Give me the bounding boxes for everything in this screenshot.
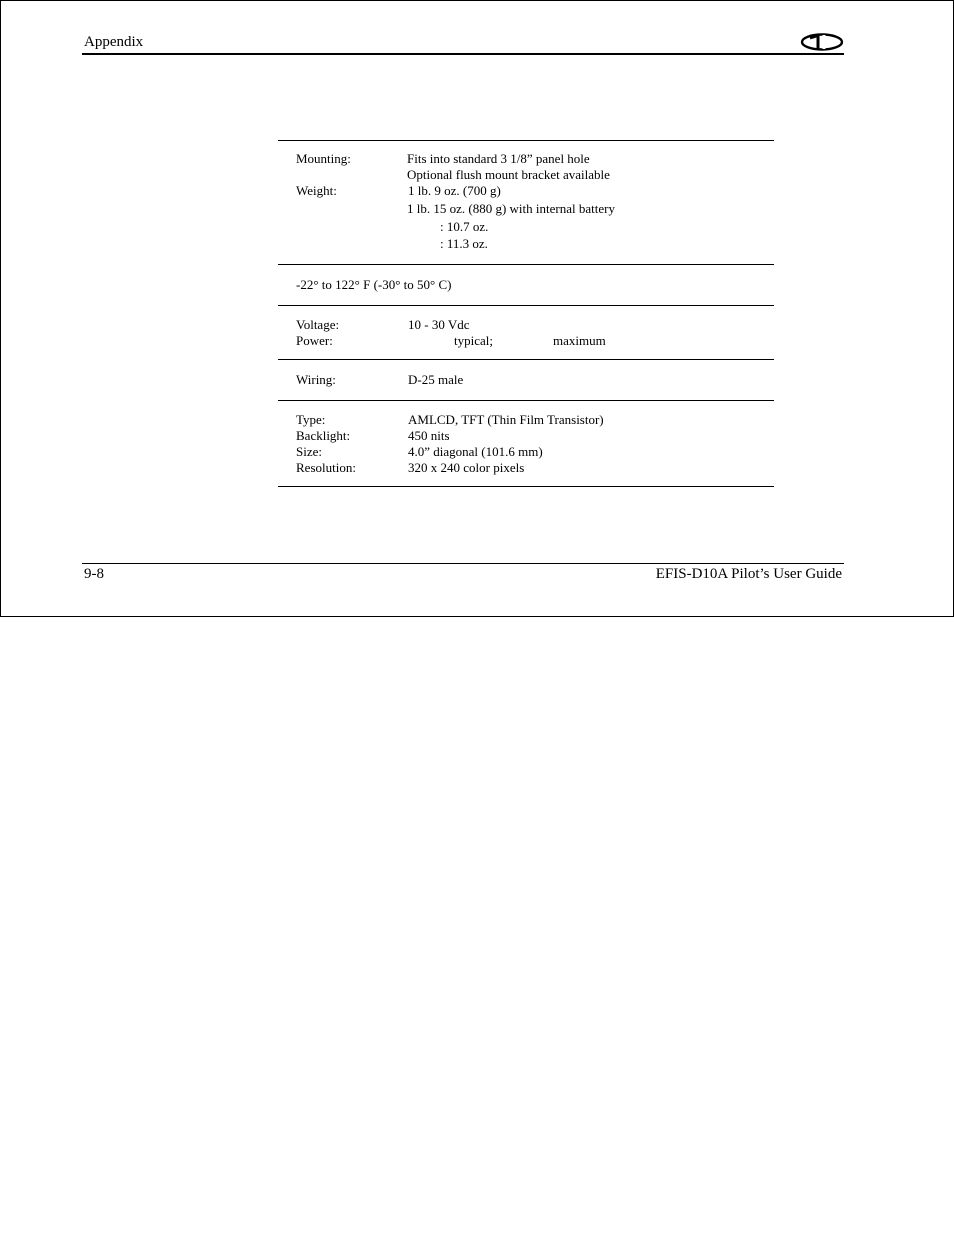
weight-value-2: 1 lb. 15 oz. (880 g) with internal battery bbox=[407, 201, 615, 216]
resolution-value: 320 x 240 color pixels bbox=[408, 460, 525, 475]
weight-value-4: : 11.3 oz. bbox=[440, 236, 488, 251]
header-section-title: Appendix bbox=[84, 34, 144, 50]
display-size-value: 4.0” diagonal (101.6 mm) bbox=[408, 444, 543, 459]
footer-document-title: EFIS-D10A Pilot’s User Guide bbox=[655, 566, 842, 582]
table-rule bbox=[278, 264, 774, 265]
mounting-value-2: Optional flush mount bracket available bbox=[407, 167, 610, 182]
page-frame bbox=[0, 0, 954, 617]
display-type-label: Type: bbox=[296, 412, 326, 427]
table-rule bbox=[278, 359, 774, 360]
wiring-label: Wiring: bbox=[296, 372, 336, 387]
temperature-value: -22° to 122° F (-30° to 50° C) bbox=[296, 277, 452, 292]
weight-value: 1 lb. 9 oz. (700 g) bbox=[408, 183, 501, 198]
backlight-value: 450 nits bbox=[408, 428, 450, 443]
display-type-value: AMLCD, TFT (Thin Film Transistor) bbox=[408, 412, 604, 427]
resolution-label: Resolution: bbox=[296, 460, 356, 475]
voltage-value: 10 - 30 Vdc bbox=[408, 317, 470, 332]
power-maximum: maximum bbox=[553, 333, 606, 348]
power-typical: typical; bbox=[454, 333, 493, 348]
table-rule bbox=[278, 305, 774, 306]
backlight-label: Backlight: bbox=[296, 428, 351, 443]
table-rule bbox=[278, 140, 774, 141]
footer-page-number: 9-8 bbox=[84, 566, 104, 582]
weight-value-3: : 10.7 oz. bbox=[440, 219, 489, 234]
mounting-value: Fits into standard 3 1/8” panel hole bbox=[407, 151, 590, 166]
table-rule bbox=[278, 486, 774, 487]
footer-rule bbox=[82, 563, 844, 564]
table-rule bbox=[278, 400, 774, 401]
voltage-label: Voltage: bbox=[296, 317, 340, 332]
weight-label: Weight: bbox=[296, 183, 337, 198]
wiring-value: D-25 male bbox=[408, 372, 464, 387]
power-label: Power: bbox=[296, 333, 333, 348]
display-size-label: Size: bbox=[296, 444, 322, 459]
header-rule bbox=[82, 53, 844, 55]
mounting-label: Mounting: bbox=[296, 151, 351, 166]
company-logo-icon bbox=[800, 32, 844, 52]
